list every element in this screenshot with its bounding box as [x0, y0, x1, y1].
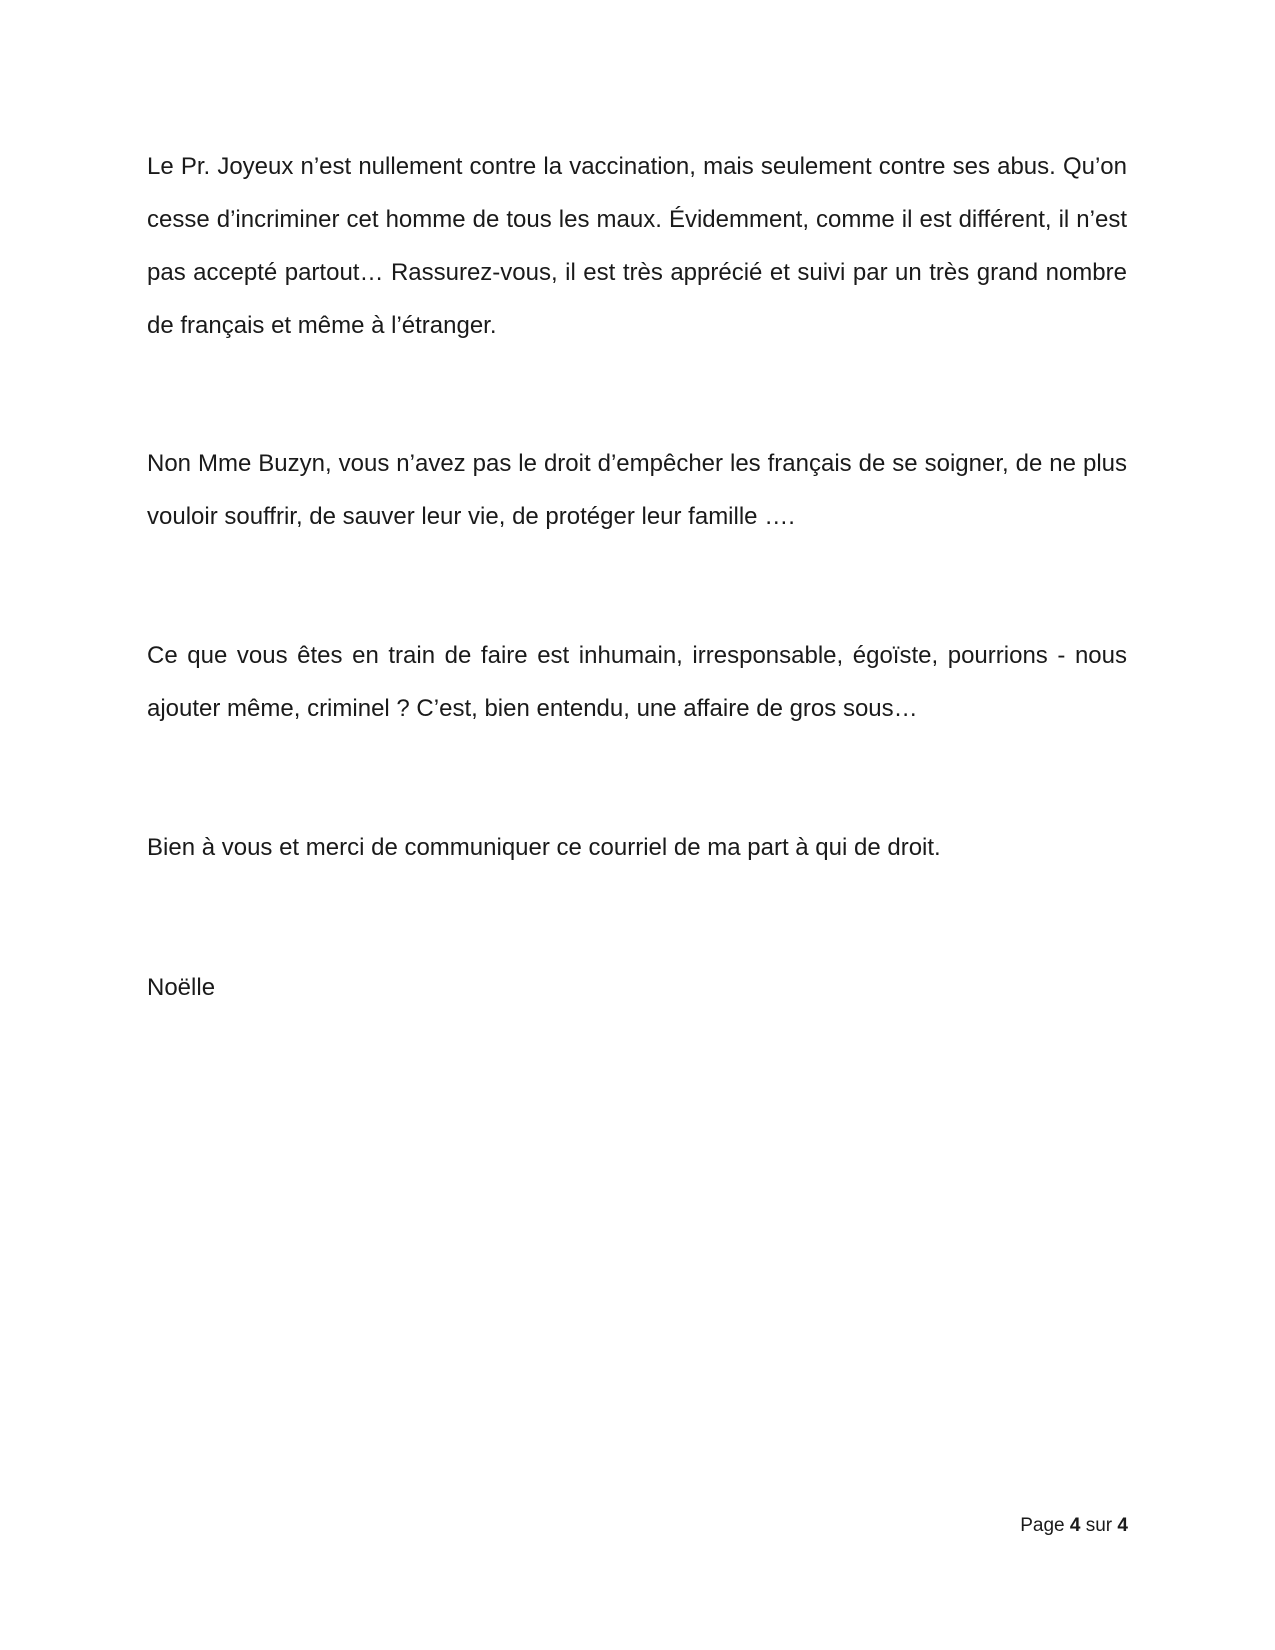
- paragraph-criminel: Ce que vous êtes en train de faire est inhumain, irresponsable, égoïste, pourrions - nous ajouter même, criminel ? C’est, bien entendu, une affaire de gros sous…: [147, 642, 1127, 722]
- letter-body: [147, 140, 1127, 1014]
- paragraph-joyeux: Le Pr. Joyeux n’est nullement contre la vaccination, mais seulement contre ses abus. Qu’on cesse d’incriminer cet homme de tous les maux. Évidemment, comme il est différent, il n’est pas accepté partout… Rassurez-vous, il est très apprécié et suivi par un très grand nombre de français et même à l’étranger.: [147, 153, 1127, 339]
- page-label: Page: [1020, 1515, 1065, 1536]
- paragraph-closing: Bien à vous et merci de communiquer ce courriel de ma part à qui de droit.: [147, 834, 941, 861]
- of-label: sur: [1085, 1515, 1113, 1536]
- total-pages-number: 4: [1117, 1515, 1128, 1536]
- page-number-footer: [1020, 1514, 1128, 1538]
- paragraph-buzyn: Non Mme Buzyn, vous n’avez pas le droit d’empêcher les français de se soigner, de ne plus vouloir souffrir, de sauver leur vie, de protéger leur famille ….: [147, 450, 1127, 530]
- signature-name: Noëlle: [147, 974, 216, 1001]
- current-page-number: 4: [1069, 1515, 1081, 1536]
